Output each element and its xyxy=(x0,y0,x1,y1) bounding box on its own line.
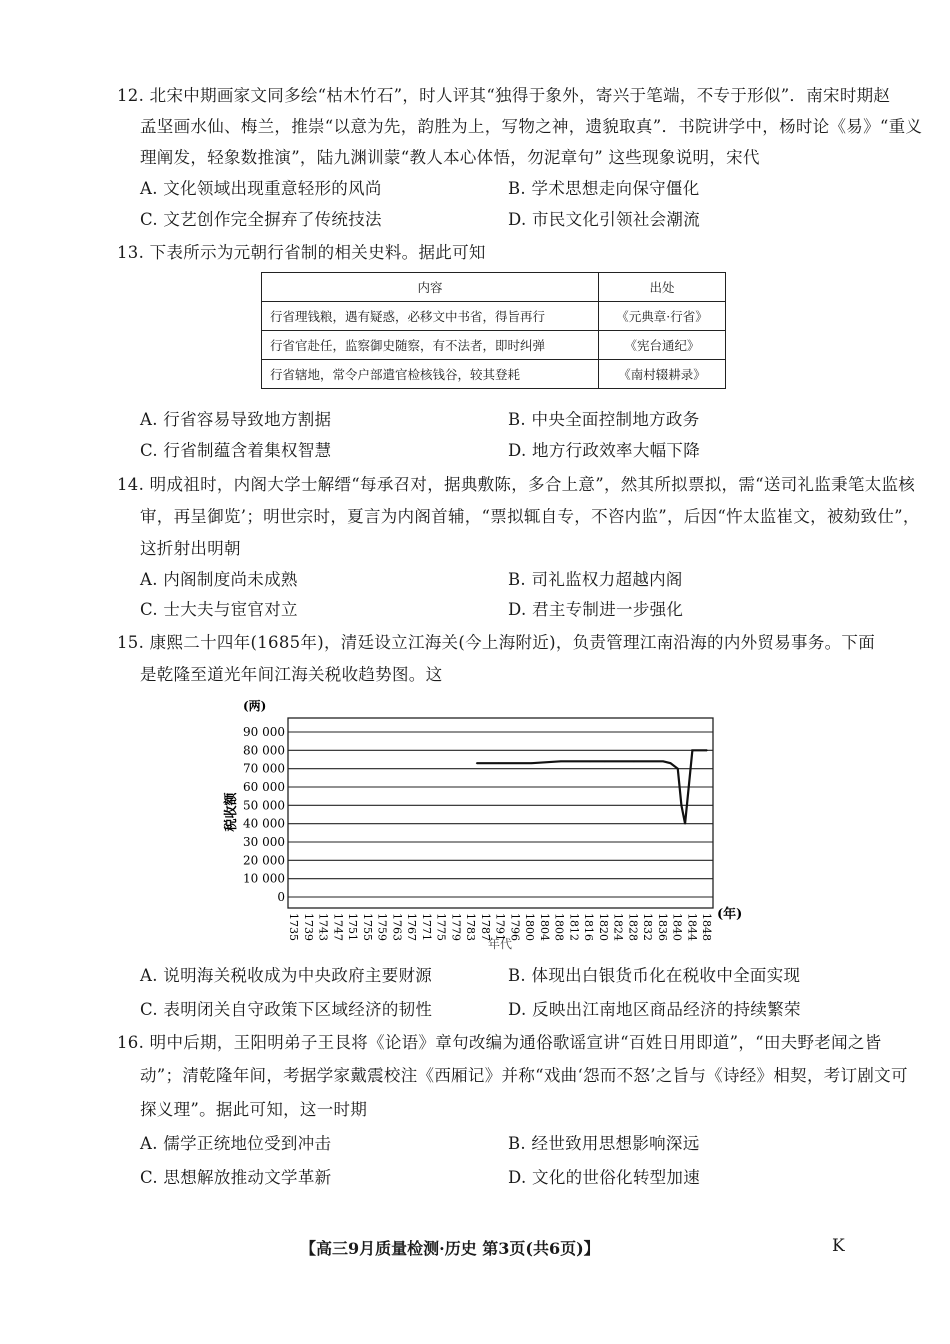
table-row xyxy=(262,331,726,360)
x-tick-label: 1779 xyxy=(449,913,463,941)
x-tick-label: 1751 xyxy=(346,913,359,941)
x-tick-label: 1836 xyxy=(655,913,669,941)
data-point xyxy=(677,768,679,770)
q14-option-c: C. 士大夫与宦官对立 xyxy=(140,600,298,619)
x-tick-label: 1791 xyxy=(493,913,507,941)
x-tick-label: 1828 xyxy=(626,913,640,941)
x-tick-label: 1812 xyxy=(567,913,581,941)
y-unit-label: (两) xyxy=(243,699,267,713)
x-tick-label: 1783 xyxy=(464,913,477,941)
table-cell-content: 行省理钱粮，遇有疑惑，必移文中书省，得旨再行 xyxy=(262,302,599,331)
x-tick-label: 1747 xyxy=(331,913,345,941)
question-12-line-3: 理阐发，轻象数推演”，陆九渊训蒙“教人本心体悟，勿泥章句” 这些现象说明，宋代 xyxy=(140,148,760,167)
data-point xyxy=(476,762,478,764)
version-mark: K xyxy=(832,1236,845,1256)
x-axis-label: 年代 xyxy=(487,937,513,951)
source-table xyxy=(261,272,726,389)
table-row xyxy=(262,360,726,389)
y-axis-label: 税收额 xyxy=(224,792,239,832)
data-point xyxy=(560,761,562,763)
x-tick-label: 1816 xyxy=(582,913,595,941)
x-tick-label: 1739 xyxy=(301,913,315,941)
y-tick-label: 20 000 xyxy=(243,853,285,868)
question-16-line-3: 探义理”。据此可知，这一时期 xyxy=(140,1100,368,1119)
x-tick-label: 1800 xyxy=(523,913,536,941)
x-tick-label: 1775 xyxy=(434,913,448,941)
q16-option-a: A. 儒学正统地位受到冲击 xyxy=(140,1134,332,1153)
x-tick-label: 1848 xyxy=(700,913,713,941)
table-cell-source: 《宪台通纪》 xyxy=(599,331,726,360)
x-tick-label: 1844 xyxy=(685,913,699,941)
table-header-source: 出处 xyxy=(599,273,726,302)
q13-option-c: C. 行省制蕴含着集权智慧 xyxy=(140,441,332,460)
q13-option-b: B. 中央全面控制地方政务 xyxy=(508,410,700,429)
x-tick-label: 1787 xyxy=(478,913,492,941)
y-tick-label: 50 000 xyxy=(243,798,285,813)
x-tick-label: 1759 xyxy=(375,913,389,941)
q15-option-a: A. 说明海关税收成为中央政府主要财源 xyxy=(140,966,433,985)
x-tick-label: 1735 xyxy=(287,913,300,941)
q15-option-d: D. 反映出江南地区商品经济的持续繁荣 xyxy=(508,1000,801,1019)
question-14-line-1: 14. 明成祖时，内阁大学士解缙“每承召对，据典敷陈，多合上意”，然其所拟票拟，需“送司礼监秉笔太监核 xyxy=(117,475,916,494)
x-tick-label: 1832 xyxy=(641,913,654,941)
x-tick-label: 1804 xyxy=(537,913,551,941)
q14-option-a: A. 内阁制度尚未成熟 xyxy=(140,570,298,589)
data-point xyxy=(531,762,533,764)
question-15-line-2: 是乾隆至道光年间江海关税收趋势图。这 xyxy=(140,665,443,684)
y-tick-label: 0 xyxy=(277,890,285,904)
x-unit-label: (年) xyxy=(717,907,743,922)
data-point xyxy=(604,761,606,763)
question-15-line-1: 15. 康熙二十四年(1685年)，清廷设立江海关(今上海附近)，负责管理江南沿海的内外贸易事务。下面 xyxy=(117,633,876,652)
x-tick-label: 1820 xyxy=(596,913,610,941)
data-point xyxy=(684,823,686,825)
data-point xyxy=(662,761,664,763)
q16-option-b: B. 经世致用思想影响深远 xyxy=(508,1134,700,1153)
x-tick-label: 1743 xyxy=(316,913,330,941)
table-cell-content: 行省官赴任，监察御史随察，有不法者，即时纠弹 xyxy=(262,331,599,360)
y-tick-label: 80 000 xyxy=(243,743,285,758)
q12-option-a: A. 文化领域出现重意轻形的风尚 xyxy=(140,179,382,198)
x-tick-label: 1840 xyxy=(670,913,684,941)
question-14-line-3: 这折射出明朝 xyxy=(140,539,241,558)
x-tick-label: 1763 xyxy=(390,913,404,941)
question-16-line-1: 16. 明中后期，王阳明弟子王艮将《论语》章句改编为通俗歌谣宣讲“百姓日用即道”，“田夫野老闻之皆 xyxy=(117,1033,882,1052)
data-point xyxy=(589,761,591,763)
x-tick-label: 1755 xyxy=(360,913,374,941)
q16-option-d: D. 文化的世俗化转型加速 xyxy=(508,1168,701,1187)
y-tick-label: 30 000 xyxy=(243,835,285,849)
q12-option-c: C. 文艺创作完全摒弃了传统技法 xyxy=(140,210,382,229)
q13-option-a: A. 行省容易导致地方割据 xyxy=(140,410,332,429)
plot-frame xyxy=(288,718,713,908)
data-point xyxy=(681,805,683,807)
data-point xyxy=(706,750,708,752)
page-footer: 【高三9月质量检测·历史 第3页(共6页)】 xyxy=(300,1239,600,1258)
y-tick-label: 90 000 xyxy=(243,725,285,739)
q13-option-d: D. 地方行政效率大幅下降 xyxy=(508,441,701,460)
q15-option-c: C. 表明闭关自守政策下区域经济的韧性 xyxy=(140,1000,433,1019)
x-tick-label: 1824 xyxy=(611,913,625,941)
table-row xyxy=(262,302,726,331)
x-tick-label: 1767 xyxy=(405,913,418,941)
x-tick-label: 1796 xyxy=(508,913,522,941)
data-point xyxy=(692,750,694,752)
question-12-line-2: 孟坚画水仙、梅兰，推崇“以意为先，韵胜为上，写物之神，遗貌取真”．书院讲学中，杨时论《易》“重义 xyxy=(140,117,923,136)
table-cell-source: 《元典章·行省》 xyxy=(599,302,726,331)
q14-option-b: B. 司礼监权力超越内阁 xyxy=(508,570,683,589)
question-14-line-2: 审，再呈御览’；明世宗时，夏言为内阁首辅，“票拟辄自专，不咨内监”，后因“忤太监崔文，被劾致仕”， xyxy=(140,507,920,526)
data-point xyxy=(498,762,500,764)
question-13-line-1: 13. 下表所示为元朝行省制的相关史料。据此可知 xyxy=(117,243,486,262)
table-header-content: 内容 xyxy=(262,273,599,302)
y-tick-label: 40 000 xyxy=(243,816,285,831)
table-cell-content: 行省辖地，常令户部遣官检核钱谷，较其登耗 xyxy=(262,360,599,389)
table-header-row xyxy=(262,273,726,302)
question-12-line-1: 12. 北宋中期画家文同多绘“枯木竹石”，时人评其“独得于象外，寄兴于笔端，不专于形似”．南宋时期赵 xyxy=(117,86,891,105)
y-tick-label: 60 000 xyxy=(243,780,285,794)
y-tick-label: 70 000 xyxy=(243,761,285,776)
q12-option-d: D. 市民文化引领社会潮流 xyxy=(508,210,701,229)
tax-revenue-chart xyxy=(215,692,745,952)
x-tick-label: 1771 xyxy=(419,913,433,941)
table-cell-source: 《南村辍耕录》 xyxy=(599,360,726,389)
y-tick-label: 10 000 xyxy=(243,871,285,886)
data-point xyxy=(670,762,672,764)
q16-option-c: C. 思想解放推动文学革新 xyxy=(140,1168,332,1187)
x-tick-label: 1808 xyxy=(552,913,566,941)
q14-option-d: D. 君主专制进一步强化 xyxy=(508,600,684,619)
data-point xyxy=(633,761,635,763)
q15-option-b: B. 体现出白银货币化在税收中全面实现 xyxy=(508,966,801,985)
q12-option-b: B. 学术思想走向保守僵化 xyxy=(508,179,700,198)
question-16-line-2: 动”；清乾隆年间，考据学家戴震校注《西厢记》并称“戏曲‘怨而不怒’之旨与《诗经》相契，考订剧文可 xyxy=(140,1066,908,1085)
